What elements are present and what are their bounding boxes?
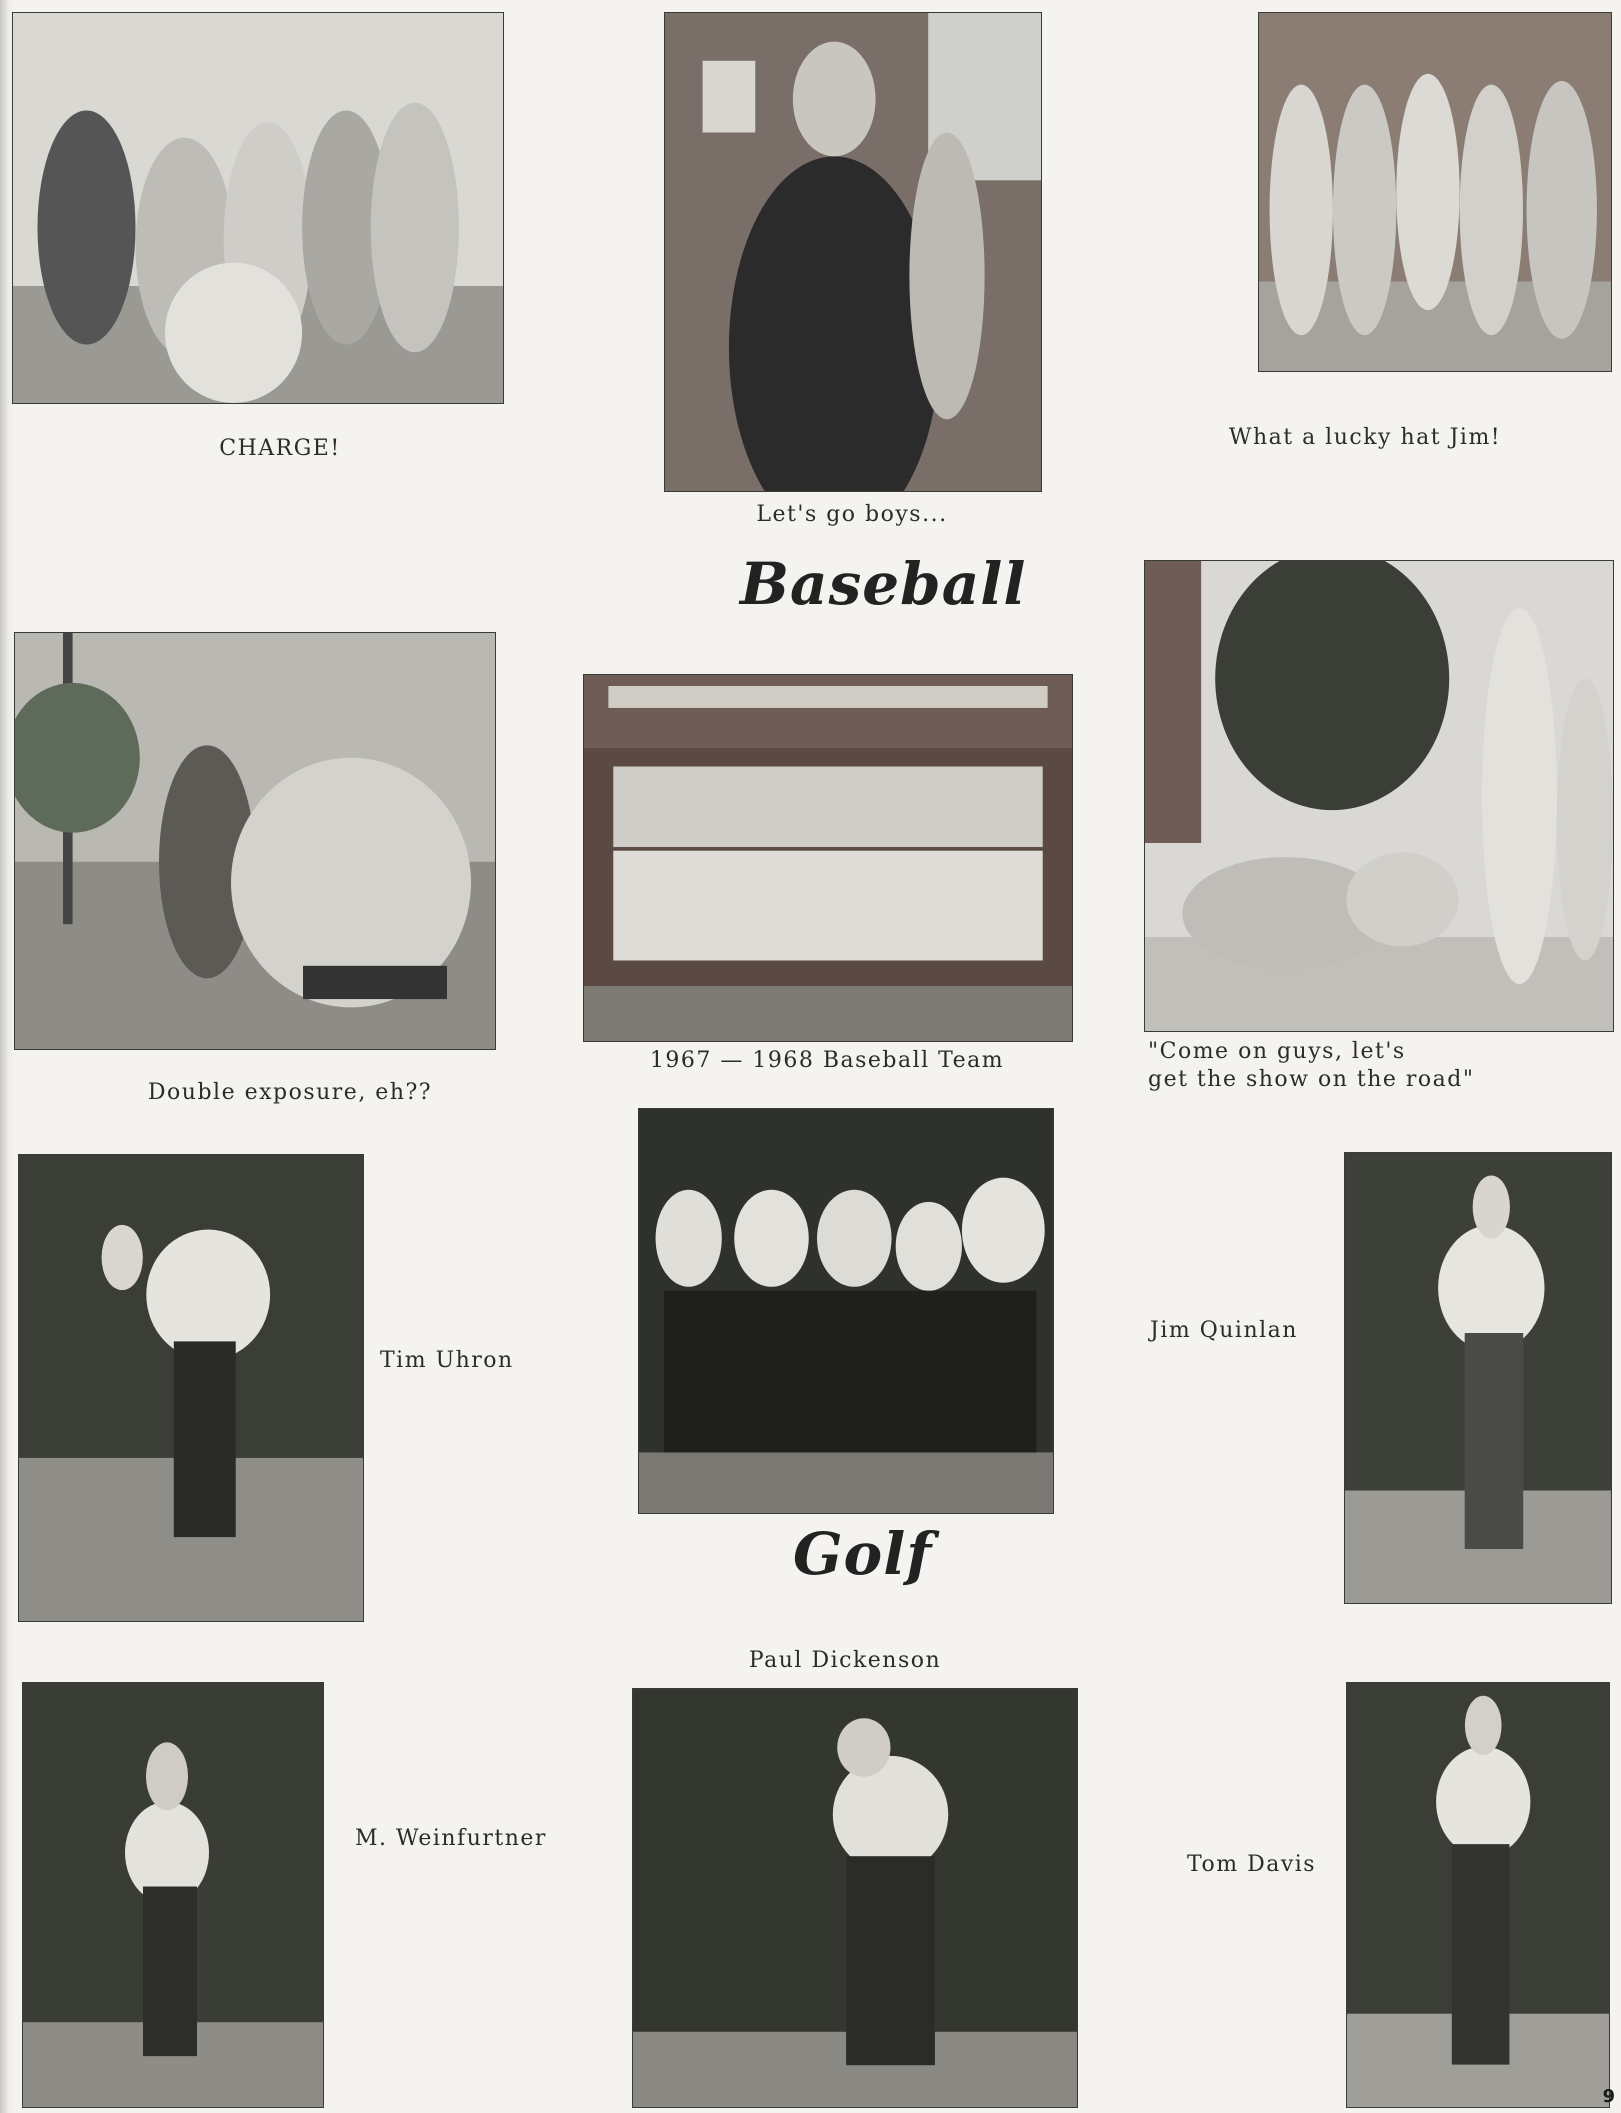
photo-paul-dickenson-image (633, 1689, 1077, 2107)
photo-jim-quinlan (1344, 1152, 1612, 1604)
caption-m-weinfurtner: M. Weinfurtner (355, 1826, 547, 1851)
photo-tim-uhron (18, 1154, 364, 1622)
photo-lets-go-boys-image (665, 13, 1041, 491)
heading-golf: Golf (793, 1520, 933, 1588)
caption-charge: CHARGE! (219, 436, 341, 461)
caption-jim-quinlan: Jim Quinlan (1150, 1318, 1298, 1343)
photo-tom-davis-image (1347, 1683, 1609, 2107)
photo-lets-go-boys (664, 12, 1042, 492)
heading-baseball: Baseball (740, 550, 1027, 618)
photo-tom-davis (1346, 1682, 1610, 2108)
photo-come-on-guys (1144, 560, 1614, 1032)
caption-lucky-hat: What a lucky hat Jim! (1228, 425, 1502, 450)
photo-golf-team-image (639, 1109, 1053, 1513)
photo-m-weinfurtner (22, 1682, 324, 2108)
photo-come-on-guys-image (1145, 561, 1613, 1031)
photo-baseball-team (583, 674, 1073, 1042)
photo-baseball-team-image (584, 675, 1072, 1041)
photo-lucky-hat (1258, 12, 1612, 372)
photo-paul-dickenson (632, 1688, 1078, 2108)
caption-tom-davis: Tom Davis (1187, 1852, 1317, 1877)
caption-paul-dickenson: Paul Dickenson (748, 1648, 942, 1673)
photo-charge-image (13, 13, 503, 403)
photo-double-exposure (14, 632, 496, 1050)
page-number: 9 (1602, 2086, 1615, 2107)
photo-tim-uhron-image (19, 1155, 363, 1621)
photo-lucky-hat-image (1259, 13, 1611, 371)
caption-tim-uhron: Tim Uhron (380, 1348, 514, 1373)
caption-double-exposure: Double exposure, eh?? (147, 1080, 433, 1105)
caption-baseball-team: 1967 — 1968 Baseball Team (649, 1048, 1005, 1073)
photo-golf-team (638, 1108, 1054, 1514)
photo-charge (12, 12, 504, 404)
caption-lets-go-boys: Let's go boys... (756, 502, 948, 527)
caption-come-on-guys: "Come on guys, let's get the show on the road" (1148, 1039, 1475, 1092)
photo-double-exposure-image (15, 633, 495, 1049)
photo-m-weinfurtner-image (23, 1683, 323, 2107)
photo-jim-quinlan-image (1345, 1153, 1611, 1603)
